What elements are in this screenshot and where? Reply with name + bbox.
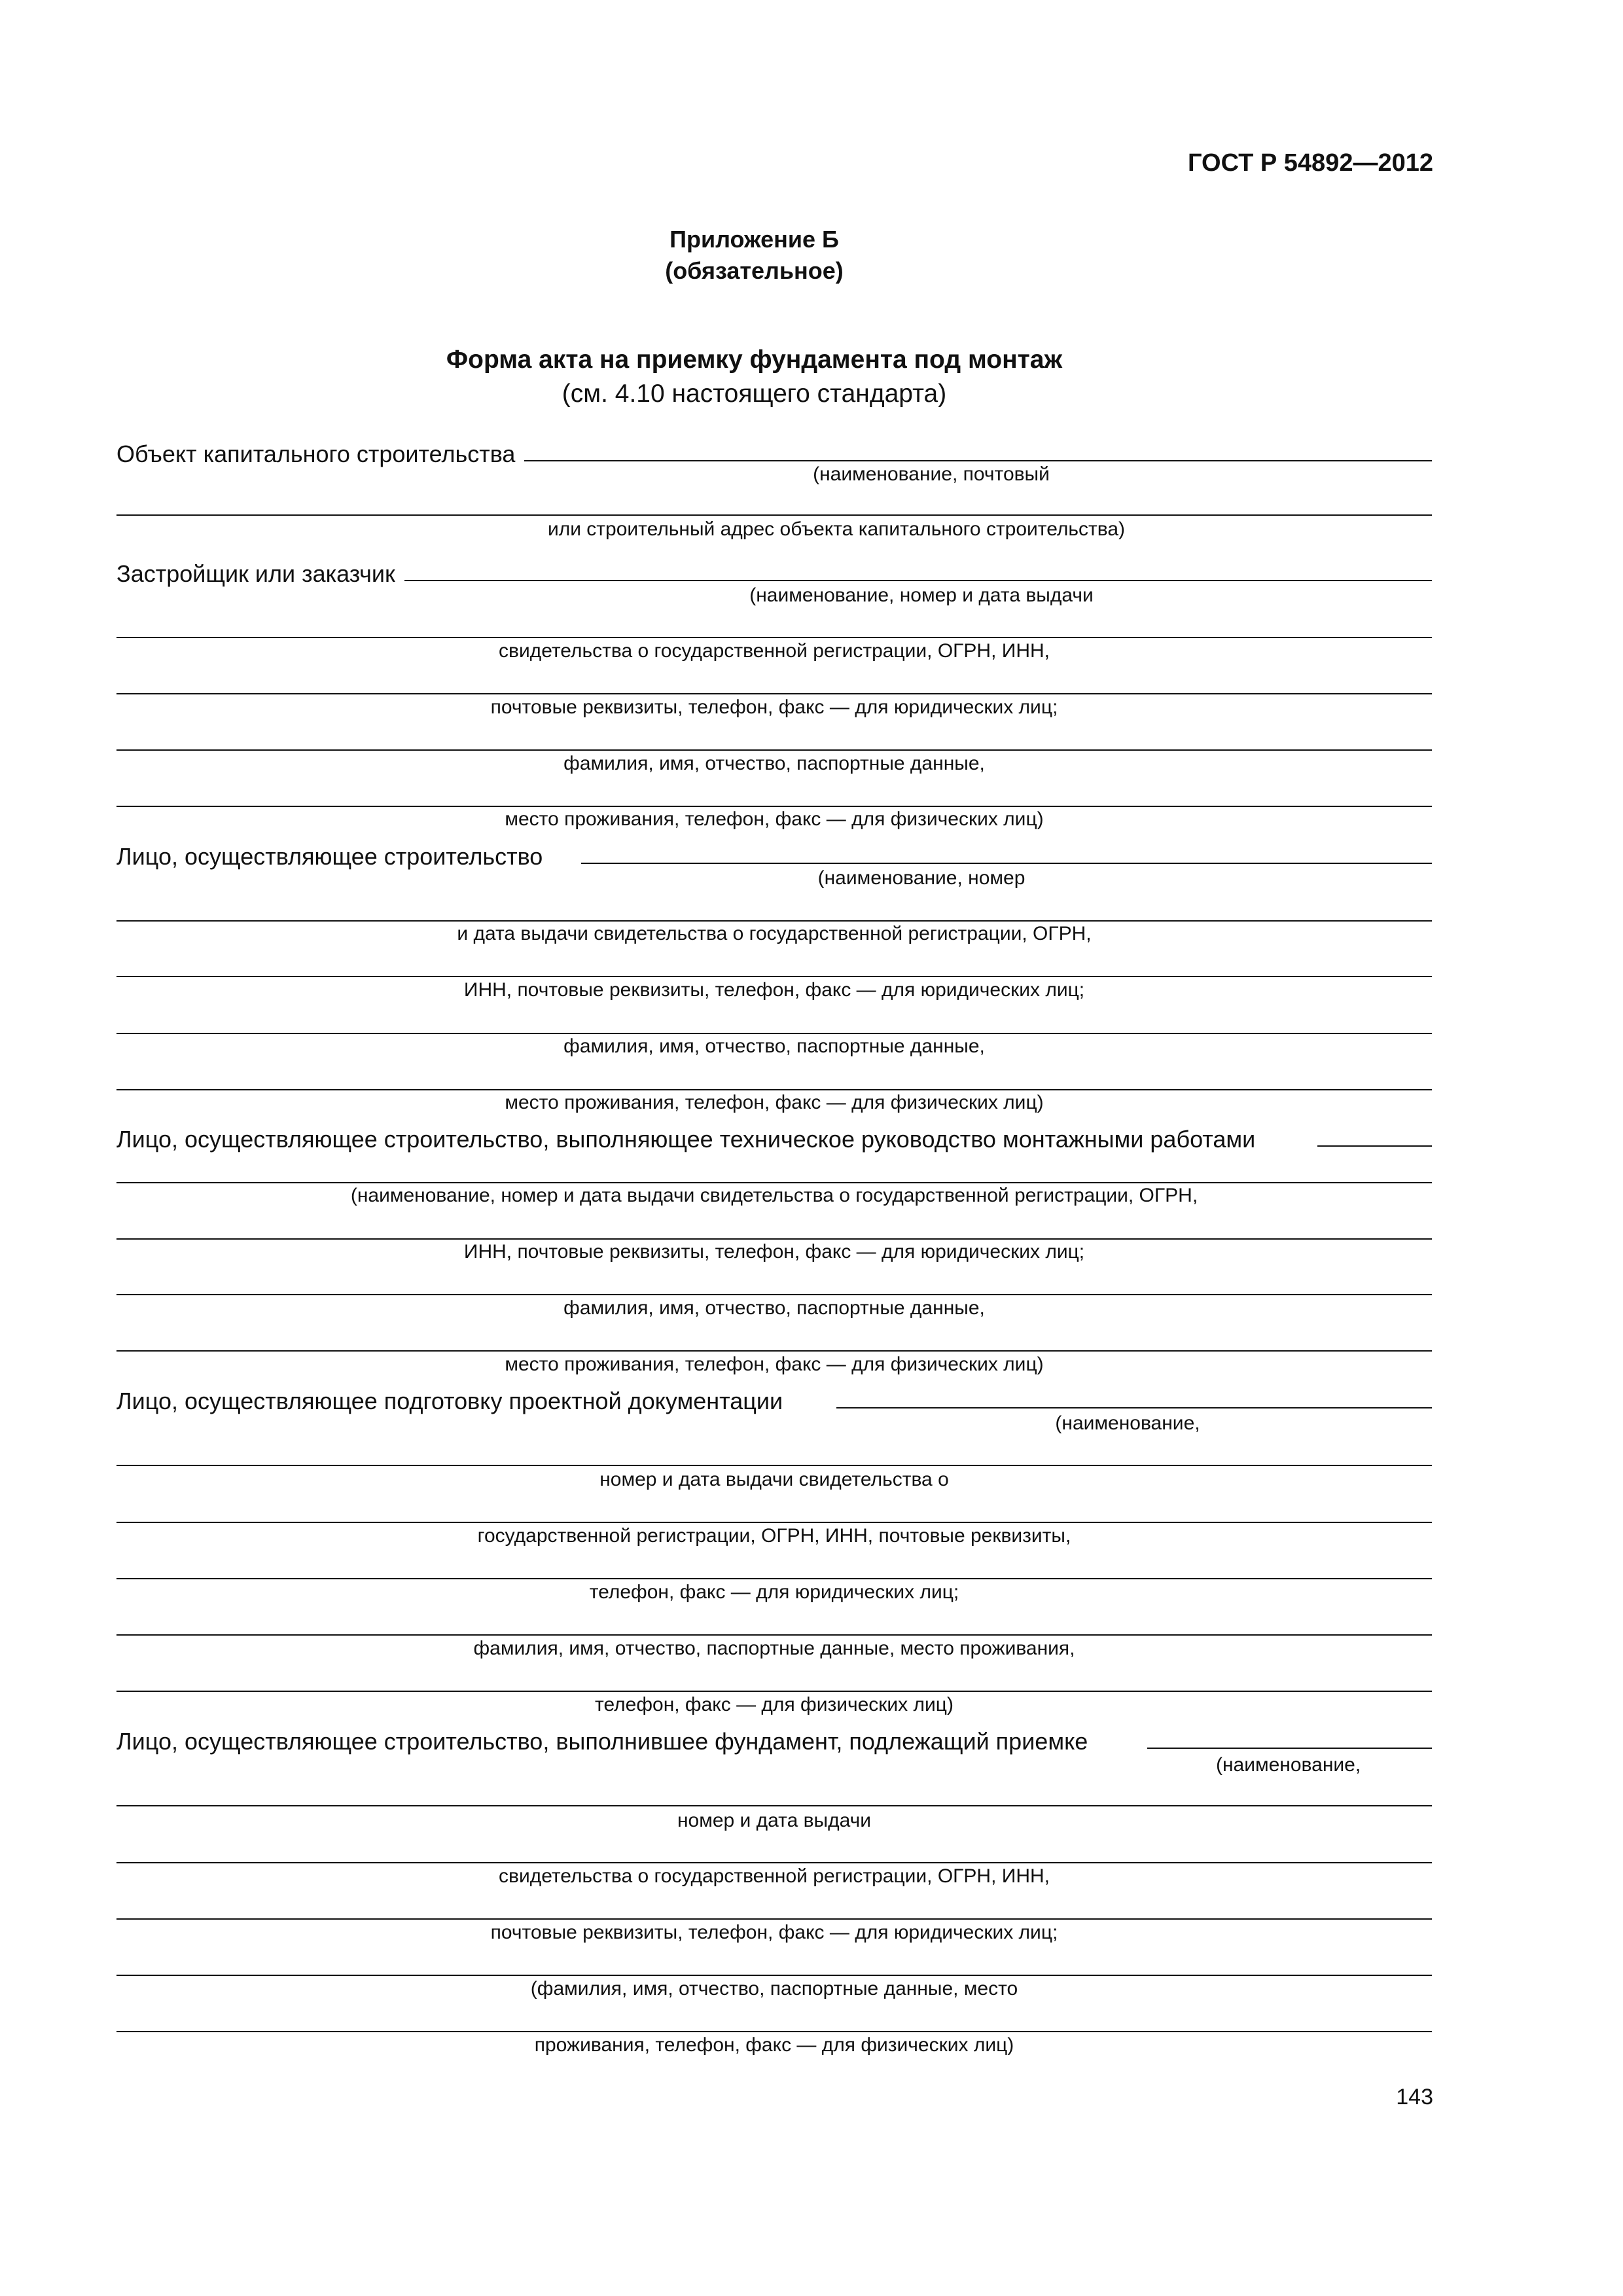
fill-line <box>116 1578 1432 1579</box>
field-caption: проживания, телефон, факс — для физических лиц) <box>534 2034 1014 2056</box>
designer-field-line[interactable] <box>116 1376 1432 1414</box>
object-field-line[interactable] <box>116 429 1432 467</box>
fill-line <box>116 1350 1432 1352</box>
field-caption: ИНН, почтовые реквизиты, телефон, факс — для юридических лиц; <box>463 979 1085 1001</box>
field-caption: телефон, факс — для физических лиц) <box>595 1694 954 1715</box>
fill-line <box>116 1033 1432 1034</box>
field-caption: почтовые реквизиты, телефон, факс — для юридических лиц; <box>490 696 1058 718</box>
designer-line-6[interactable] <box>116 1659 1432 1692</box>
foundation-builder-line-5[interactable] <box>116 1943 1432 1976</box>
tech-supervisor-line-3[interactable] <box>116 1207 1432 1240</box>
fill-line <box>116 1238 1432 1240</box>
developer-line-4[interactable] <box>116 718 1432 751</box>
fill-line <box>116 693 1432 694</box>
fill-line <box>116 920 1432 922</box>
field-caption: фамилия, имя, отчество, паспортные данные, место проживания, <box>473 1638 1075 1659</box>
foundation-builder-line-3[interactable] <box>116 1831 1432 1863</box>
tech-supervisor-line-4[interactable] <box>116 1263 1432 1295</box>
fill-line <box>1317 1145 1432 1147</box>
builder-line-3[interactable] <box>116 944 1432 977</box>
foundation-builder-line-2[interactable] <box>116 1774 1432 1806</box>
standard-designation: ГОСТ Р 54892—2012 <box>1188 149 1433 177</box>
foundation-builder-line-6[interactable] <box>116 2000 1432 2032</box>
field-caption: телефон, факс — для юридических лиц; <box>589 1581 959 1603</box>
fill-line <box>116 1634 1432 1636</box>
fill-line <box>116 749 1432 751</box>
builder-line-5[interactable] <box>116 1058 1432 1090</box>
field-caption: (наименование, <box>1055 1412 1200 1434</box>
object-label: Объект капитального строительства <box>116 440 524 468</box>
field-caption: и дата выдачи свидетельства о государственной регистрации, ОГРН, <box>457 923 1092 944</box>
developer-label: Застройщик или заказчик <box>116 560 404 588</box>
fill-line <box>116 1805 1432 1806</box>
tech-supervisor-line-2[interactable] <box>116 1151 1432 1183</box>
field-caption: ИНН, почтовые реквизиты, телефон, факс — для юридических лиц; <box>463 1241 1085 1263</box>
fill-line <box>116 806 1432 807</box>
field-caption: место проживания, телефон, факс — для физических лиц) <box>505 808 1044 830</box>
field-caption: свидетельства о государственной регистрации, ОГРН, ИНН, <box>499 1865 1050 1887</box>
field-caption: место проживания, телефон, факс — для физических лиц) <box>505 1092 1044 1113</box>
foundation-builder-label: Лицо, осуществляющее строительство, выполнившее фундамент, подлежащий приемке <box>116 1728 1097 1755</box>
field-caption: (наименование, номер <box>817 867 1026 889</box>
designer-line-4[interactable] <box>116 1547 1432 1579</box>
developer-line-3[interactable] <box>116 662 1432 694</box>
tech-supervisor-field-line[interactable] <box>116 1114 1432 1153</box>
builder-field-line[interactable] <box>116 831 1432 870</box>
fill-line <box>116 1862 1432 1863</box>
builder-line-2[interactable] <box>116 889 1432 922</box>
field-caption: (наименование, номер и дата выдачи свидетельства о государственной регистрации, ОГРН, <box>350 1185 1198 1206</box>
fill-line <box>116 1691 1432 1692</box>
fill-line <box>116 1465 1432 1466</box>
field-caption: номер и дата выдачи <box>677 1810 872 1831</box>
foundation-builder-field-line[interactable] <box>116 1716 1432 1755</box>
designer-line-5[interactable] <box>116 1603 1432 1636</box>
field-caption: свидетельства о государственной регистрации, ОГРН, ИНН, <box>499 640 1050 662</box>
fill-line <box>116 1975 1432 1976</box>
fill-line <box>116 1522 1432 1523</box>
field-caption: фамилия, имя, отчество, паспортные данные, <box>563 1035 985 1057</box>
field-caption: место проживания, телефон, факс — для физических лиц) <box>505 1354 1044 1375</box>
field-caption: почтовые реквизиты, телефон, факс — для юридических лиц; <box>490 1922 1058 1943</box>
designer-line-2[interactable] <box>116 1433 1432 1466</box>
fill-line <box>116 1089 1432 1090</box>
fill-line <box>116 1182 1432 1183</box>
page-number: 143 <box>1396 2085 1433 2109</box>
fill-line <box>116 514 1432 516</box>
fill-line <box>836 1407 1432 1408</box>
field-caption: или строительный адрес объекта капитального строительства) <box>547 518 1126 540</box>
foundation-builder-line-4[interactable] <box>116 1887 1432 1920</box>
field-caption: (наименование, номер и дата выдачи <box>749 584 1094 606</box>
builder-label: Лицо, осуществляющее строительство <box>116 843 552 870</box>
fill-line <box>581 863 1432 864</box>
field-caption: государственной регистрации, ОГРН, ИНН, почтовые реквизиты, <box>477 1525 1071 1547</box>
object-line-2[interactable] <box>116 483 1432 516</box>
developer-field-line[interactable] <box>116 548 1432 587</box>
fill-line <box>116 1918 1432 1920</box>
tech-supervisor-line-5[interactable] <box>116 1319 1432 1352</box>
field-caption: (фамилия, имя, отчество, паспортные данные, место <box>530 1978 1018 2000</box>
field-caption: (наименование, почтовый <box>813 463 1050 485</box>
builder-line-4[interactable] <box>116 1001 1432 1034</box>
designer-line-3[interactable] <box>116 1490 1432 1523</box>
fill-line <box>116 637 1432 638</box>
form-subtitle: (см. 4.10 настоящего стандарта) <box>562 380 947 408</box>
developer-line-2[interactable] <box>116 605 1432 638</box>
form-title: Форма акта на приемку фундамента под монтаж <box>446 346 1063 374</box>
appendix-title: Приложение Б <box>669 226 839 253</box>
field-caption: фамилия, имя, отчество, паспортные данные, <box>563 753 985 774</box>
appendix-status: (обязательное) <box>665 257 844 284</box>
field-caption: фамилия, имя, отчество, паспортные данные, <box>563 1297 985 1319</box>
field-caption: (наименование, <box>1216 1754 1361 1776</box>
field-caption: номер и дата выдачи свидетельства о <box>599 1469 949 1490</box>
developer-line-5[interactable] <box>116 774 1432 807</box>
fill-line <box>116 976 1432 977</box>
tech-supervisor-label: Лицо, осуществляющее строительство, выполняющее техническое руководство монтажными работами <box>116 1126 1264 1153</box>
fill-line <box>116 1294 1432 1295</box>
fill-line <box>116 2031 1432 2032</box>
designer-label: Лицо, осуществляющее подготовку проектной документации <box>116 1388 792 1415</box>
fill-line <box>1147 1748 1432 1749</box>
